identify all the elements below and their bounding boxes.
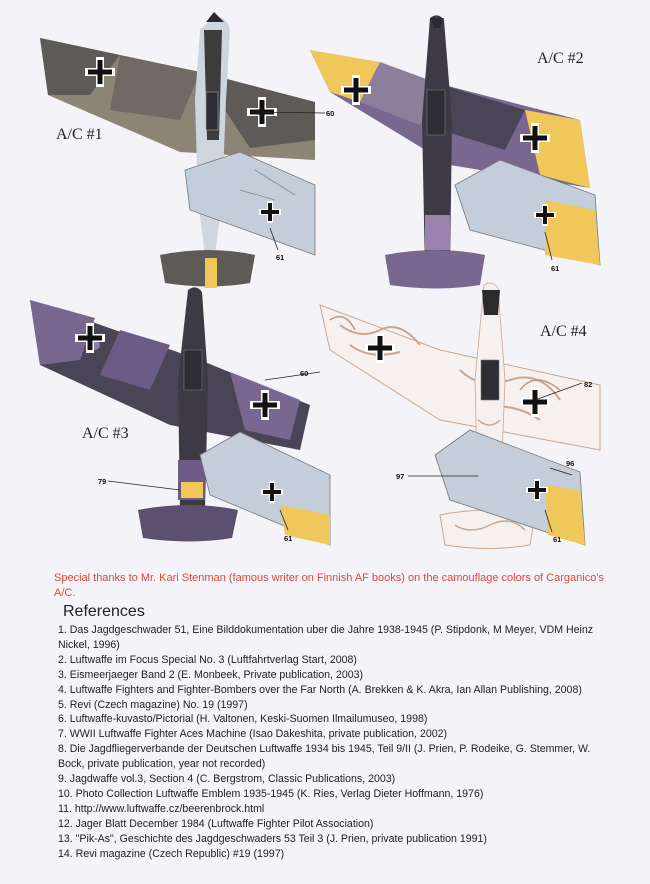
callout-4-96: 96 [566,459,575,468]
reference-item: 10. Photo Collection Luftwaffe Emblem 1935-1945 (K. Ries, Verlag Dieter Hoffmann, 1976) [58,787,484,800]
ac-2-label: A/C #2 [537,50,584,67]
special-thanks-note: Special thanks to Mr. Kari Stenman (famous writer on Finnish AF books) on the camouflage colors of Carganico's A/C. [54,572,604,599]
reference-item: 8. Die Jagdfliegerverbande der Deutschen Luftwaffe 1934 bis 1945, Teil 9/II (J. Prien, P. Rodeike, G. Stemmer, W. Bock, private publication, year not recorded) [58,743,591,771]
ac-3-label: A/C #3 [82,425,129,442]
reference-item: 4. Luftwaffe Fighters and Fighter-Bombers over the Far North (A. Brekken & K. Akra, Ian Allan Publishing, 2008) [58,683,582,696]
ac-4-label: A/C #4 [540,323,587,340]
reference-item: 13. "Pik-As", Geschichte des Jagdgeschwaders 53 Teil 3 (J. Prien, private publication 1991) [58,832,487,845]
callout-3-79: 79 [98,477,107,486]
references-list [58,623,618,862]
reference-item: 5. Revi (Czech magazine) No. 19 (1997) [58,698,248,711]
references-heading: References [63,603,145,620]
callout-4-97: 97 [396,472,405,481]
callout-1-60: 60 [326,109,335,118]
callout-3-60: 60 [300,369,309,378]
reference-item: 7. WWII Luftwaffe Fighter Aces Machine (Isao Dakeshita, private publication, 2002) [58,728,448,741]
callout-2-61: 61 [551,264,560,273]
reference-item: 1. Das Jagdgeschwader 51, Eine Bilddokumentation uber die Jahre 1938-1945 (P. Stipdonk, M Meyer, VDM Heinz Nickel, 1996) [58,624,594,651]
callout-4-82: 82 [584,380,593,389]
reference-item: 9. Jagdwaffe vol.3, Section 4 (C. Bergstrom, Classic Publications, 2003) [58,773,396,786]
reference-item: 11. http://www.luftwaffe.cz/beerenbrock.html [58,802,265,815]
ac-1-label: A/C #1 [56,126,103,143]
reference-item: 3. Eismeerjaeger Band 2 (E. Monbeek, Private publication, 2003) [58,668,364,681]
aircraft-1-top-view [40,12,315,288]
reference-item: 2. Luftwaffe im Focus Special No. 3 (Luftfahrtverlag Start, 2008) [58,653,357,666]
reference-item: 6. Luftwaffe-kuvasto/Pictorial (H. Valtonen, Keski-Suomen Ilmailumuseo, 1998) [58,713,428,726]
callout-4-61: 61 [553,535,562,544]
reference-item: 14. Revi magazine (Czech Republic) #19 (1997) [58,847,285,860]
callout-1-61: 61 [276,253,285,262]
callout-3-61: 61 [284,534,293,543]
reference-item: 12. Jager Blatt December 1984 (Luftwaffe Fighter Pilot Association) [58,817,374,830]
